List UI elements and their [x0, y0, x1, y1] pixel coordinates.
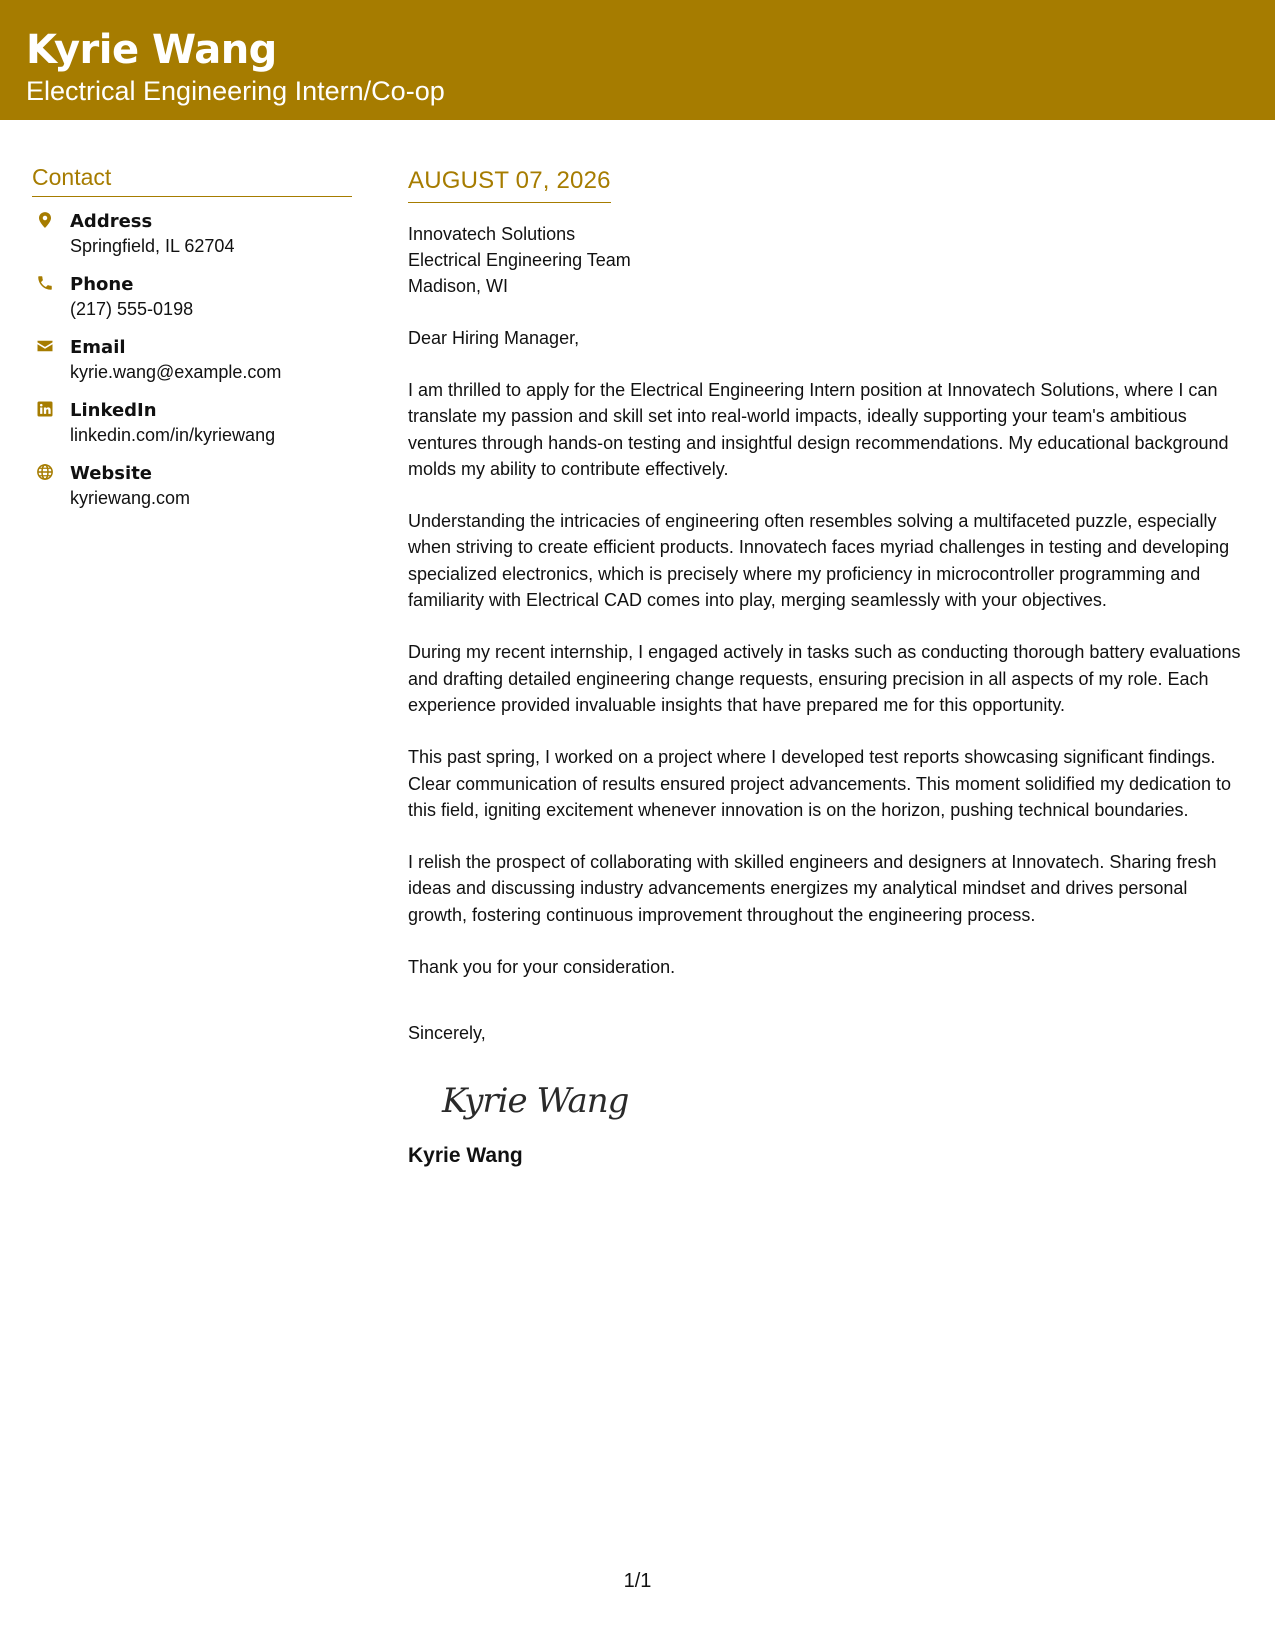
letter-date: AUGUST 07, 2026	[408, 165, 611, 203]
contact-label: Phone	[70, 274, 134, 295]
contact-value: (217) 555-0198	[70, 299, 194, 319]
signoff: Sincerely,	[408, 1023, 486, 1044]
recipient-team: Electrical Engineering Team	[408, 250, 631, 270]
contact-list	[32, 209, 352, 511]
applicant-role: Electrical Engineering Intern/Co-op	[26, 76, 445, 106]
applicant-name: Kyrie Wang	[26, 27, 277, 73]
recipient-company: Innovatech Solutions	[408, 224, 576, 244]
header-banner	[0, 0, 1275, 120]
contact-label: Website	[70, 463, 153, 484]
location-pin-icon	[32, 209, 70, 231]
website-link[interactable]: kyriewang.com	[70, 488, 191, 508]
recipient-location: Madison, WI	[408, 276, 509, 296]
contact-item-linkedin	[32, 398, 352, 448]
contact-item-email	[32, 335, 352, 385]
contact-label: Email	[70, 337, 126, 358]
phone-icon	[32, 272, 70, 294]
contact-label: LinkedIn	[70, 400, 157, 421]
linkedin-icon	[32, 398, 70, 420]
contact-sidebar	[32, 162, 352, 524]
body-paragraph: During my recent internship, I engaged actively in tasks such as conducting thorough battery evaluations and drafting detailed engineering change requests, ensuring precision in all aspects of my role. Each experience provided invaluable insights that have prepared me for this opportunity.	[408, 642, 1241, 715]
contact-item-website	[32, 461, 352, 511]
page-number: 1/1	[623, 1570, 652, 1592]
closing-line: Thank you for your consideration.	[408, 957, 676, 978]
contact-item-phone	[32, 272, 352, 322]
contact-value: Springfield, IL 62704	[70, 236, 235, 256]
contact-item-address	[32, 209, 352, 259]
signature-text: Kyrie Wang	[442, 1081, 629, 1122]
body-paragraph: Understanding the intricacies of engineering often resembles solving a multifaceted puzzle, especially when striving to create efficient products. Innovatech faces myriad challenges in testing and developing specialized electronics, which is precisely where my proficiency in microcontroller programming and familiarity with Electrical CAD comes into play, merging seamlessly with your objectives.	[408, 511, 1230, 611]
recipient-block	[408, 221, 1248, 299]
salutation: Dear Hiring Manager,	[408, 328, 580, 348]
linkedin-link[interactable]: linkedin.com/in/kyriewang	[70, 425, 276, 445]
envelope-icon	[32, 335, 70, 357]
letter-body	[408, 165, 1248, 1170]
handwritten-signature	[438, 1070, 1248, 1130]
email-link[interactable]: kyrie.wang@example.com	[70, 362, 282, 382]
contact-label: Address	[70, 211, 153, 232]
body-paragraph: I am thrilled to apply for the Electrical Engineering Intern position at Innovatech Solutions, where I can translate my passion and skill set into real-world impacts, ideally supporting your team's ambitious ventures through hands-on testing and insightful design recommendations. My educational background molds my ability to contribute effectively.	[408, 380, 1229, 479]
body-paragraph: I relish the prospect of collaborating with skilled engineers and designers at Innovatech. Sharing fresh ideas and discussing industry advancements energizes my analytical mindset and drives personal growth, fostering continuous improvement throughout the engineering process.	[408, 852, 1217, 925]
globe-icon	[32, 461, 70, 483]
contact-heading: Contact	[32, 162, 352, 197]
body-paragraph: This past spring, I worked on a project where I developed test reports showcasing significant findings. Clear communication of results ensured project advancements. This moment solidified my dedication to this field, igniting excitement whenever innovation is on the horizon, pushing technical boundaries.	[408, 747, 1232, 820]
signer-name: Kyrie Wang	[408, 1144, 523, 1168]
